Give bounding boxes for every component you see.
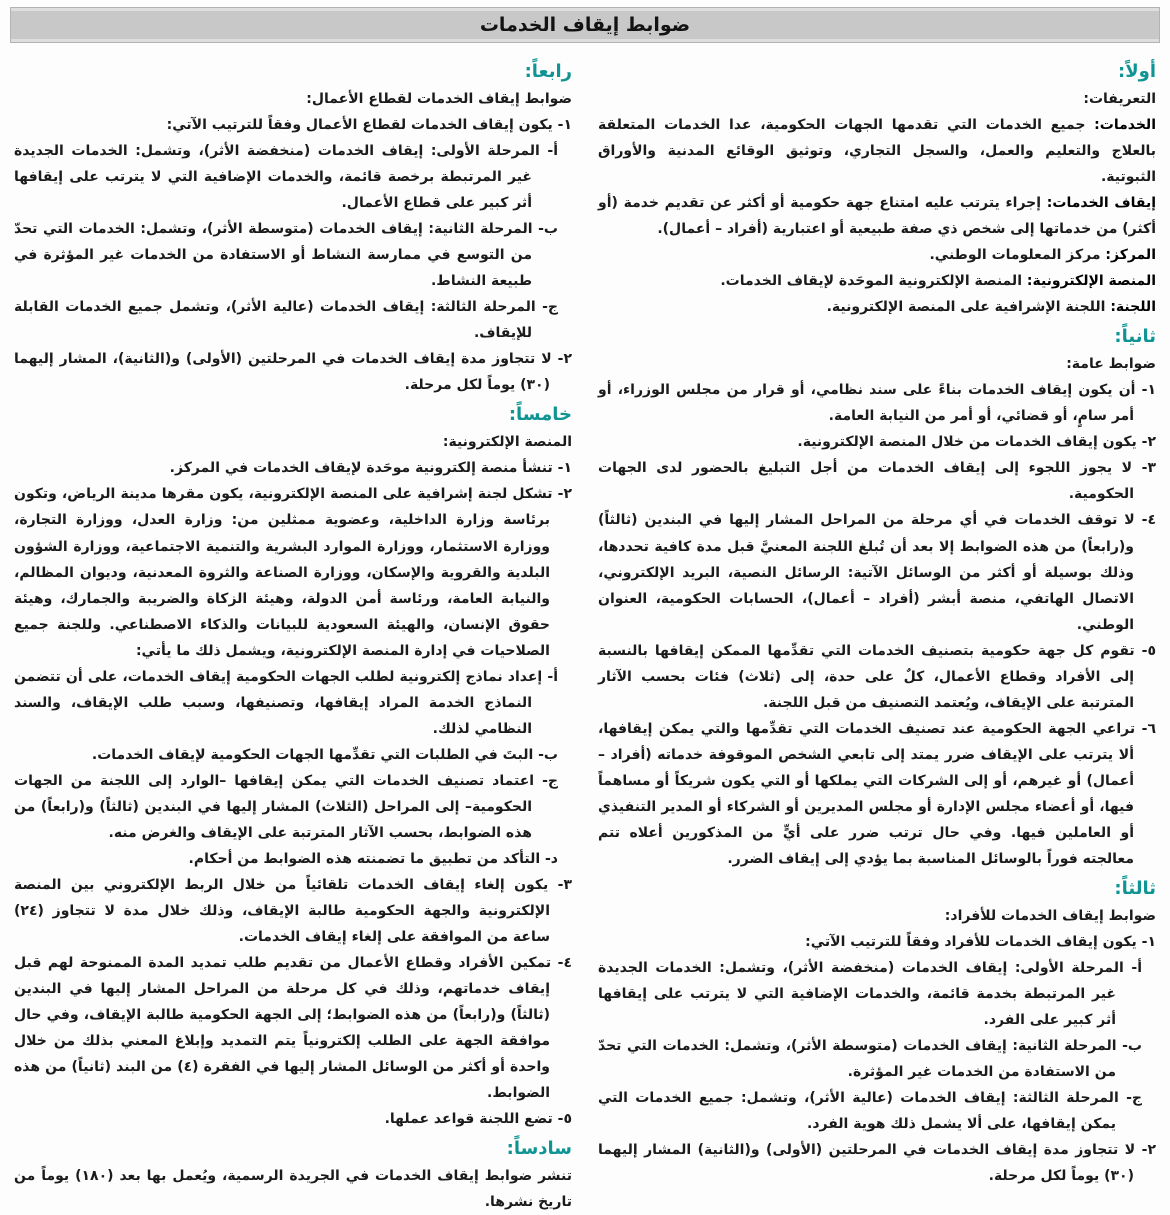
text-block: أ- المرحلة الأولى: إيقاف الخدمات (منخفضة الأثر)، وتشمل: الخدمات الجديدة غير المرتبطة برخصة قائمة، والخدمات الإضافية التي لا يترتب على إيقافها أثر كبير على قطاع الأعمال. — [14, 143, 558, 212]
definition: الخدمات: جميع الخدمات التي تقدمها الجهات الحكومية، عدا الخدمات المتعلقة بالعلاج والتعليم والعمل، والسجل التجاري، وتوثيق الوقائع المدنية والأوراق الثبوتية. — [598, 117, 1156, 186]
sub-heading: المنصة الإلكترونية: — [442, 434, 572, 451]
text-block: ج- المرحلة الثالثة: إيقاف الخدمات (عالية الأثر)، وتشمل: جميع الخدمات التي يمكن إيقافها، على ألا يشمل ذلك هوية الفرد. — [598, 1090, 1142, 1133]
sub-heading: ضوابط إيقاف الخدمات للأفراد: — [944, 907, 1156, 924]
definition-term: اللجنة: — [1105, 299, 1156, 316]
text-block: أ- إعداد نماذج إلكترونية لطلب الجهات الحكومية إيقاف الخدمات، على أن تتضمن النماذج الخدمة المراد إيقافها، وتصنيفها، وسبب طلب الإيقاف، والسند النظامي لذلك. — [14, 668, 558, 737]
section-heading: أولاً: — [1118, 61, 1156, 82]
definition: إيقاف الخدمات: إجراء يترتب عليه امتناع جهة حكومية أو أكثر عن تقديم خدمة (أو أكثر) من خدماتها إلى شخص ذي صفة طبيعية أو اعتبارية (أفراد – أعمال). — [598, 195, 1156, 238]
text-block: ب- المرحلة الثانية: إيقاف الخدمات (متوسطة الأثر)، وتشمل: الخدمات التي تحدّ من التوسع في ممارسة النشاط أو الاستفادة من الخدمات غير المؤثرة في طبيعة النشاط. — [14, 221, 558, 290]
text-block: ب- البتَ في الطلبات التي تقدِّمها الجهات الحكومية لإيقاف الخدمات. — [91, 746, 558, 763]
section-heading: ثانياً: — [1114, 326, 1156, 348]
sub-heading: ضوابط عامة: — [1066, 356, 1156, 373]
section-heading: سادساً: — [506, 1138, 572, 1160]
definition: اللجنة: اللجنة الإشرافية على المنصة الإلكترونية. — [826, 299, 1156, 316]
text-block: ٢- تشكل لجنة إشرافية على المنصة الإلكترونية، يكون مقرها مدينة الرياض، وتكون برئاسة وزارة الداخلية، وعضوية ممثلين من: وزارة العدل، ووزارة التجارة، ووزارة الاستثمار، ووزارة الموارد البشرية والتنمية الاجتماعية، ووزارة الشؤون البلدية والقروية والإسكان، ووزارة الصناعة والثروة المعدنية، وديوان المظالم، والنيابة العامة، ورئاسة أمن الدولة، وهيئة الزكاة والضريبة والجمارك، وهيئة حقوق الإنسان، والهيئة السعودية للبيانات والذكاء الاصطناعي. وللجنة جميع الصلاحيات في إدارة المنصة الإلكترونية، ويشمل ذلك ما يأتي: — [14, 486, 572, 659]
text-block: ٣- لا يجوز اللجوء إلى إيقاف الخدمات من أجل التبليغ بالحضور لدى الجهات الحكومية. — [598, 460, 1156, 503]
text-block: ج- المرحلة الثالثة: إيقاف الخدمات (عالية الأثر)، وتشمل جميع الخدمات القابلة للإيقاف. — [14, 299, 558, 342]
text-block: أ- المرحلة الأولى: إيقاف الخدمات (منخفضة الأثر)، وتشمل: الخدمات الجديدة غير المرتبطة بخدمة قائمة، والخدمات الإضافية التي لا يترتب على إيقافها أثر كبير على الفرد. — [598, 959, 1142, 1029]
text-block: ج- اعتماد تصنيف الخدمات التي يمكن إيقافها –الوارد إلى اللجنة من الجهات الحكومية– إلى المراحل (الثلاث) المشار إليها في البندين (ثالثاً) و(رابعاً) من هذه الضوابط، بحسب الآثار المترتبة على الإيقاف والغرض منه. — [14, 772, 558, 841]
text-block: ٦- تراعي الجهة الحكومية عند تصنيف الخدمات التي تقدِّمها والتي يمكن إيقافها، ألا يترتب على الإيقاف ضرر يمتد إلى تابعي الشخص الموقوفة خدماته (أفراد – أعمال) أو غيرهم، أو إلى الشركات التي يملكها أو التي يكون شريكاً أو مساهماً فيها، أو أعضاء مجلس الإدارة أو مجلس المديرين أو الشركاء أو المدير التنفيذي أو العاملين فيها. وفي حال ترتب ضرر على أيٍّ من المذكورين أعلاه تتم معالجته فوراً بالوسائل المناسبة بما يؤدي إلى إيقاف الضرر. — [598, 720, 1156, 867]
text-block: ١- تنشأ منصة إلكترونية موحَدة لإيقاف الخدمات في المركز. — [169, 460, 572, 477]
text-block: ب- المرحلة الثانية: إيقاف الخدمات (متوسطة الأثر)، وتشمل: الخدمات التي تحدّ من الاستفادة من الخدمات غير المؤثرة. — [598, 1038, 1142, 1081]
section-heading: خامساً: — [508, 404, 572, 426]
text-block: ٢- لا تتجاوز مدة إيقاف الخدمات في المرحلتين (الأولى) و(الثانية)، المشار إليهما (٣٠) يوماً لكل مرحلة. — [14, 351, 572, 394]
section-heading: رابعاً: — [524, 61, 572, 82]
text-block: ٢- لا تتجاوز مدة إيقاف الخدمات في المرحلتين (الأولى) و(الثانية) المشار إليهما (٣٠) يوماً لكل مرحلة. — [598, 1142, 1156, 1185]
definition-term: المنصة الإلكترونية: — [1022, 273, 1156, 290]
text-block: ١- يكون إيقاف الخدمات للأفراد وفقاً للترتيب الآتي: — [805, 933, 1156, 950]
column-left — [14, 55, 572, 1215]
definition: المنصة الإلكترونية: المنصة الإلكترونية الموحَدة لإيقاف الخدمات. — [720, 273, 1156, 290]
text-block: ٣- يكون إلغاء إيقاف الخدمات تلقائياً من خلال الربط الإلكتروني بين المنصة الإلكترونية والجهة الحكومية طالبة الإيقاف، وذلك خلال مدة لا تتجاوز (٢٤) ساعة من الموافقة على إلغاء إيقاف الخدمات. — [14, 876, 572, 945]
text-block: د- التأكد من تطبيق ما تضمنته هذه الضوابط من أحكام. — [188, 850, 558, 867]
text-block: ٤- لا توقف الخدمات في أي مرحلة من المراحل المشار إليها في البندين (ثالثاً) و(رابعاً) من هذه الضوابط إلا بعد أن تُبلغ اللجنة المعنيَّ قبل مدة كافية تحددها، وذلك بوسيلة أو أكثر من الوسائل الآتية: الرسائل النصية، البريد الإلكتروني، الاتصال الهاتفي، منصة أبشر (أفراد – أعمال)، الحسابات الحكومية، العنوان الوطني. — [598, 512, 1156, 633]
text-block: ٥- تضع اللجنة قواعد عملها. — [384, 1111, 572, 1128]
sub-heading: ضوابط إيقاف الخدمات لقطاع الأعمال: — [306, 91, 572, 107]
definition: المركز: مركز المعلومات الوطني. — [929, 247, 1156, 264]
definition-term: المركز: — [1100, 247, 1156, 264]
sub-heading: التعريفات: — [1083, 91, 1156, 107]
document-body — [0, 43, 1170, 1215]
definition-term: الخدمات: — [1085, 117, 1156, 134]
definition-term: إيقاف الخدمات: — [1041, 195, 1156, 212]
text-block: ٥- تقوم كل جهة حكومية بتصنيف الخدمات التي تقدِّمها الممكن إيقافها بالنسبة إلى الأفراد وقطاع الأعمال، كلٌ على حدة، إلى (ثلاث) فئات بحسب الآثار المترتبة على الإيقاف، ويُعتمد التصنيف من قبل اللجنة. — [598, 642, 1156, 711]
text-block: ١- أن يكون إيقاف الخدمات بناءً على سند نظامي، أو قرار من مجلس الوزراء، أو أمر سامٍ، أو قضائي، أو أمر من النيابة العامة. — [598, 382, 1156, 425]
text-block: ١- يكون إيقاف الخدمات لقطاع الأعمال وفقاً للترتيب الآتي: — [166, 117, 572, 134]
column-right — [598, 55, 1156, 1215]
text-block: ٤- تمكين الأفراد وقطاع الأعمال من تقديم طلب تمديد المدة الممنوحة لهم قبل إيقاف خدماتهم، وذلك في كل مرحلة من المراحل المشار إليها في البندين (ثالثاً) و(رابعاً) من هذه الضوابط؛ إلى الجهة الحكومية طالبة الإيقاف، وفي حال موافقة الجهة على الطلب إلكترونياً يتم التمديد وإبلاغ المعني بذلك من خلال واحدة أو أكثر من الوسائل المشار إليها في الفقرة (٤) من البند (ثانياً) من هذه الضوابط. — [14, 955, 572, 1102]
text-block: تنشر ضوابط إيقاف الخدمات في الجريدة الرسمية، ويُعمل بها بعد (١٨٠) يوماً من تاريخ نشرها. — [14, 1168, 573, 1211]
section-heading: ثالثاً: — [1114, 877, 1156, 899]
page-title: ضوابط إيقاف الخدمات — [479, 14, 691, 36]
text-block: ٢- يكون إيقاف الخدمات من خلال المنصة الإلكترونية. — [797, 434, 1156, 451]
document-title-bar — [10, 7, 1160, 43]
